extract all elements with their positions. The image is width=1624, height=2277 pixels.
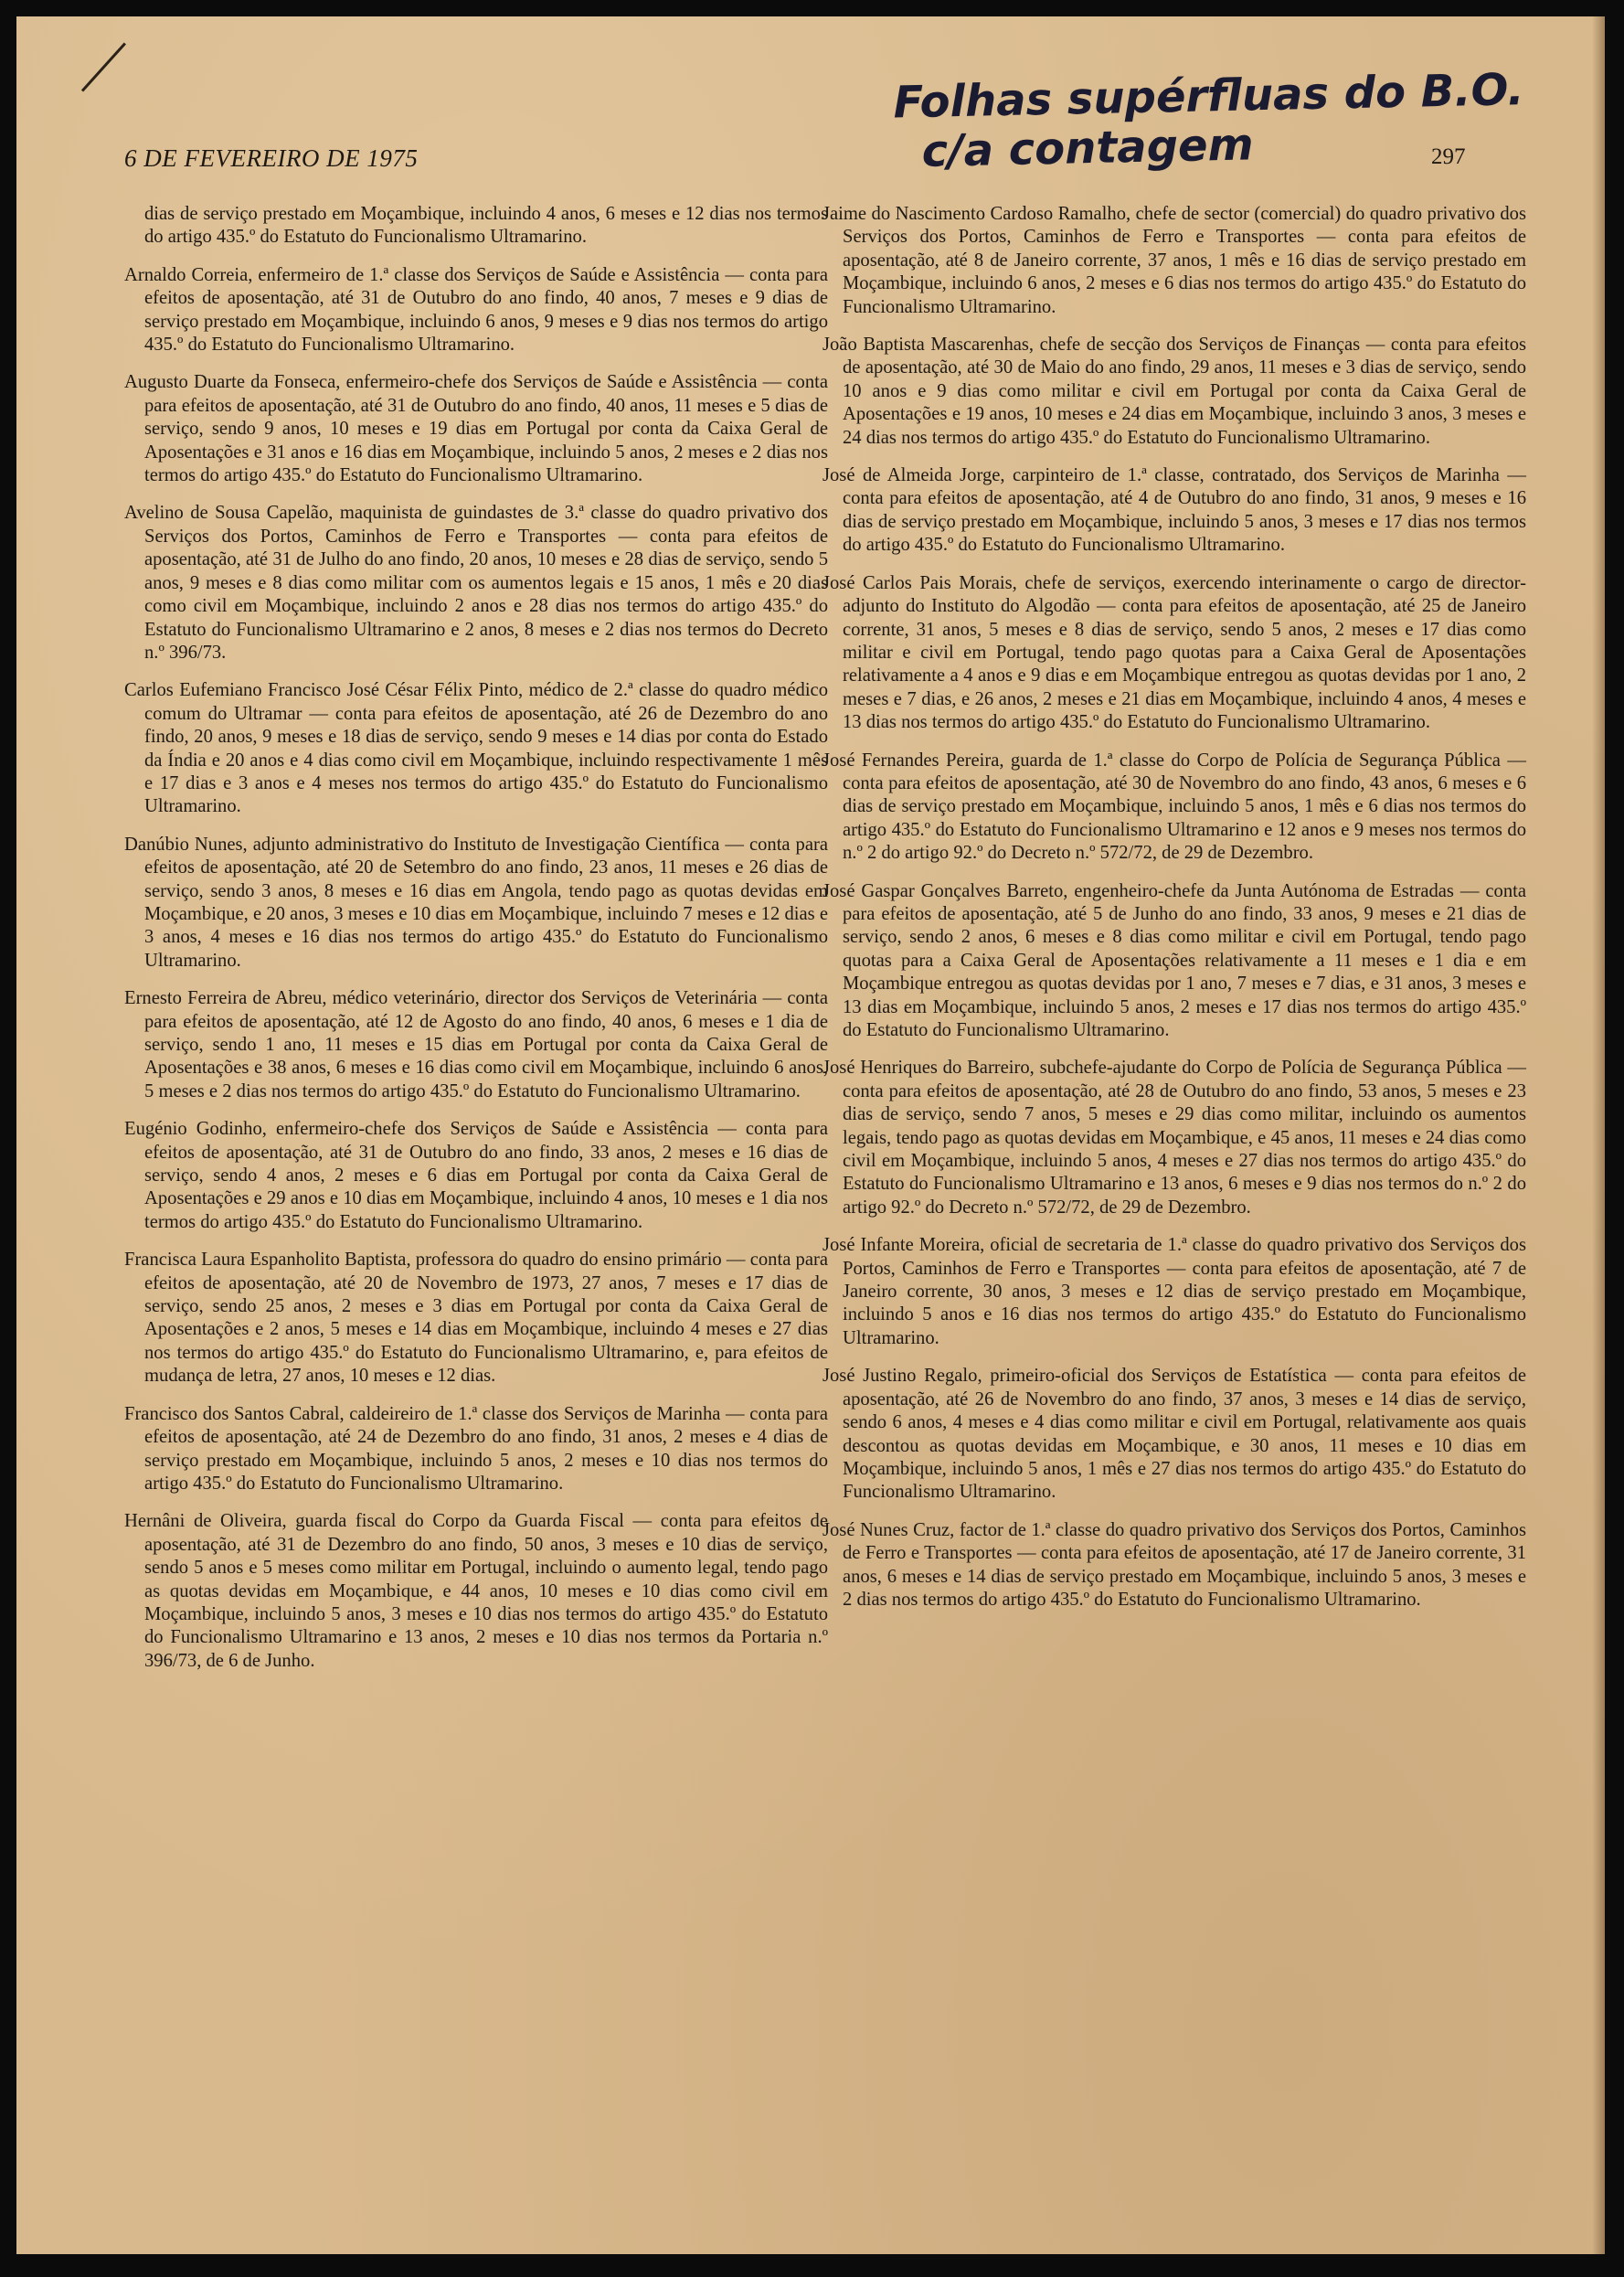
handwritten-line-1: Folhas supérfluas do B.O. xyxy=(892,64,1525,129)
entry: José Justino Regalo, primeiro-oficial dos Serviços de Estatística — conta para efeitos de aposentação, até 26 de Novembro do ano findo, 37 anos, 3 meses e 14 dias de serviço, sendo 6 anos, 4 meses e 4 dias como militar e civil em Portugal, relativamente aos quais descontou as quotas devidas em Moçambique, e 30 anos, 11 meses e 10 dias em Moçambique, incluindo 5 anos, 1 mês e 27 dias nos termos do artigo 435.º do Estatuto do Funcionalismo Ultramarino. xyxy=(823,1366,1526,1503)
left-column xyxy=(124,203,828,1687)
entry: José Fernandes Pereira, guarda de 1.ª classe do Corpo de Polícia de Segurança Pública — conta para efeitos de aposentação, até 30 de Novembro do ano findo, 43 anos, 6 meses e 6 dias de serviço prestado em Moçambique, incluindo 5 anos, 1 mês e 6 dias nos termos do artigo 435.º do Estatuto do Funcionalismo Ultramarino e 12 anos e 9 meses nos termos do n.º 2 do artigo 92.º do Decreto n.º 572/72, de 29 de Dezembro. xyxy=(823,750,1526,864)
entry: Jaime do Nascimento Cardoso Ramalho, chefe de sector (comercial) do quadro privativo dos Serviços dos Portos, Caminhos de Ferro e Transportes — conta para efeitos de aposentação, até 8 de Janeiro corrente, 37 anos, 1 mês e 16 dias de serviço prestado em Moçambique, incluindo 6 anos, 2 meses e 6 dias nos termos do artigo 435.º do Estatuto do Funcionalismo Ultramarino. xyxy=(823,204,1526,317)
entry: José de Almeida Jorge, carpinteiro de 1.ª classe, contratado, dos Serviços de Marinha — conta para efeitos de aposentação, até 4 de Outubro do ano findo, 31 anos, 9 meses e 16 dias de serviço prestado em Moçambique, incluindo 5 anos, 3 meses e 17 dias nos termos do artigo 435.º do Estatuto do Funcionalismo Ultramarino. xyxy=(823,465,1526,556)
entry: Carlos Eufemiano Francisco José César Félix Pinto, médico de 2.ª classe do quadro médico comum do Ultramar — conta para efeitos de aposentação, até 26 de Dezembro do ano findo, 20 anos, 9 meses e 18 dias de serviço, sendo 9 meses e 14 dias por conta do Estado da Índia e 20 anos e 4 dias como civil em Moçambique, incluindo respectivamente 1 mês e 17 dias e 3 anos e 4 meses nos termos do artigo 435.º do Estatuto do Funcionalismo Ultramarino. xyxy=(124,680,828,817)
right-column xyxy=(823,203,1526,1626)
entry: Danúbio Nunes, adjunto administrativo do Instituto de Investigação Científica — conta para efeitos de aposentação, até 20 de Setembro do ano findo, 23 anos, 11 meses e 26 dias de serviço, sendo 3 anos, 8 meses e 16 dias em Angola, tendo pago as quotas devidas em Moçambique, e 20 anos, 3 meses e 10 dias em Moçambique, incluindo 7 meses e 12 dias e 3 anos, 4 meses e 16 dias nos termos do artigo 435.º do Estatuto do Funcionalismo Ultramarino. xyxy=(124,834,828,971)
page-edge-shadow xyxy=(1592,16,1605,2254)
entry: José Nunes Cruz, factor de 1.ª classe do quadro privativo dos Serviços dos Portos, Caminhos de Ferro e Transportes — conta para efeitos de aposentação, até 17 de Janeiro corrente, 31 anos, 6 meses e 14 dias de serviço prestado em Moçambique, incluindo 5 anos, 3 meses e 2 dias nos termos do artigo 435.º do Estatuto do Funcionalismo Ultramarino. xyxy=(823,1519,1526,1610)
entry: Augusto Duarte da Fonseca, enfermeiro-chefe dos Serviços de Saúde e Assistência — conta para efeitos de aposentação, até 31 de Outubro do ano findo, 40 anos, 11 meses e 5 dias de serviço, sendo 9 anos, 10 meses e 19 dias em Portugal por conta da Caixa Geral de Aposentações e 31 anos e 16 dias em Moçambique, incluindo 5 anos, 2 meses e 2 dias nos termos do artigo 435.º do Estatuto do Funcionalismo Ultramarino. xyxy=(124,372,828,486)
entry: João Baptista Mascarenhas, chefe de secção dos Serviços de Finanças — conta para efeitos de aposentação, até 30 de Maio do ano findo, 29 anos, 11 meses e 3 dias de serviço, sendo 10 anos e 9 dias como militar e civil em Portugal por conta da Caixa Geral de Aposentações e 19 anos, 10 meses e 24 dias em Moçambique, incluindo 3 anos, 3 meses e 24 dias nos termos do artigo 435.º do Estatuto do Funcionalismo Ultramarino. xyxy=(823,335,1526,448)
entry: Eugénio Godinho, enfermeiro-chefe dos Serviços de Saúde e Assistência — conta para efeitos de aposentação, até 31 de Outubro do ano findo, 33 anos, 2 meses e 16 dias de serviço, sendo 4 anos, 2 meses e 6 dias em Portugal por conta da Caixa Geral de Aposentações e 29 anos e 10 dias em Moçambique, incluindo 4 anos, 10 meses e 1 dia nos termos do artigo 435.º do Estatuto do Funcionalismo Ultramarino. xyxy=(124,1119,828,1232)
entry: dias de serviço prestado em Moçambique, incluindo 4 anos, 6 meses e 12 dias nos termos do artigo 435.º do Estatuto do Funcionalismo Ultramarino. xyxy=(144,204,828,248)
entry: Arnaldo Correia, enfermeiro de 1.ª classe dos Serviços de Saúde e Assistência — conta para efeitos de aposentação, até 31 de Outubro do ano findo, 40 anos, 7 meses e 9 dias de serviço prestado em Moçambique, incluindo 6 anos, 9 meses e 9 dias nos termos do artigo 435.º do Estatuto do Funcionalismo Ultramarino. xyxy=(124,264,828,356)
entry: Ernesto Ferreira de Abreu, médico veterinário, director dos Serviços de Veterinária — conta para efeitos de aposentação, até 12 de Agosto do ano findo, 40 anos, 6 meses e 1 dia de serviço, sendo 1 ano, 11 meses e 15 dias em Portugal por conta da Caixa Geral de Aposentações e 38 anos, 6 meses e 16 dias como civil em Moçambique, incluindo 6 anos, 5 meses e 2 dias nos termos do artigo 435.º do Estatuto do Funcionalismo Ultramarino. xyxy=(124,988,828,1101)
pen-mark xyxy=(81,42,126,91)
entry: Francisco dos Santos Cabral, caldeireiro de 1.ª classe dos Serviços de Marinha — conta para efeitos de aposentação, até 24 de Dezembro do ano findo, 31 anos, 2 meses e 4 dias de serviço prestado em Moçambique, incluindo 5 anos, 2 meses e 10 dias nos termos do artigo 435.º do Estatuto do Funcionalismo Ultramarino. xyxy=(124,1403,828,1494)
entry: José Henriques do Barreiro, subchefe-ajudante do Corpo de Polícia de Segurança Pública — conta para efeitos de aposentação, até 28 de Outubro do ano findo, 53 anos, 5 meses e 23 dias de serviço, sendo 7 anos, 5 meses e 29 dias como militar, incluindo os aumentos legais, tendo pago as quotas devidas em Moçambique, e 45 anos, 11 meses e 24 dias como civil em Moçambique, incluindo 5 anos, 4 meses e 27 dias nos termos do artigo 435.º do Estatuto do Funcionalismo Ultramarino e 13 anos, 6 meses e 9 dias nos termos do n.º 2 do artigo 92.º do Decreto n.º 572/72, de 29 de Dezembro. xyxy=(823,1058,1526,1218)
document-page xyxy=(16,16,1605,2254)
entry: Hernâni de Oliveira, guarda fiscal do Corpo da Guarda Fiscal — conta para efeitos de aposentação, até 31 de Dezembro do ano findo, 50 anos, 3 meses e 10 dias de serviço, sendo 5 anos e 5 meses como militar em Portugal, incluindo o aumento legal, tendo pago as quotas devidas em Moçambique, e 44 anos, 10 meses e 10 dias como civil em Moçambique, incluindo 5 anos, 3 meses e 10 dias nos termos do artigo 435.º do Estatuto do Funcionalismo Ultramarino e 13 anos, 2 meses e 10 dias nos termos da Portaria n.º 396/73, de 6 de Junho. xyxy=(124,1511,828,1671)
handwritten-note xyxy=(893,64,1553,176)
entry: Francisca Laura Espanholito Baptista, professora do quadro do ensino primário — conta para efeitos de aposentação, até 20 de Novembro de 1973, 27 anos, 7 meses e 17 dias de serviço, sendo 25 anos, 2 meses e 3 dias em Portugal por conta da Caixa Geral de Aposentações e 2 anos, 5 meses e 14 dias em Moçambique, incluindo 4 meses e 27 dias nos termos do artigo 435.º do Estatuto do Funcionalismo Ultramarino, e, para efeitos de mudança de letra, 27 anos, 10 meses e 12 dias. xyxy=(124,1250,828,1387)
entry: José Carlos Pais Morais, chefe de serviços, exercendo interinamente o cargo de director-adjunto do Instituto do Algodão — conta para efeitos de aposentação, até 25 de Janeiro corrente, 31 anos, 5 meses e 8 dias de serviço, sendo 5 anos, 2 meses e 17 dias como militar e civil em Portugal, tendo pago quotas para a Caixa Geral de Aposentações relativamente a 4 anos e 9 dias e em Moçambique entregou as quotas devidas por 1 ano, 2 meses e 7 dias, e 26 anos, 2 meses e 21 dias em Moçambique, incluindo 4 anos, 4 meses e 13 dias nos termos do artigo 435.º do Estatuto do Funcionalismo Ultramarino. xyxy=(823,572,1526,733)
entry: José Gaspar Gonçalves Barreto, engenheiro-chefe da Junta Autónoma de Estradas — conta para efeitos de aposentação, até 5 de Junho do ano findo, 33 anos, 9 meses e 21 dias de serviço, sendo 2 anos, 6 meses e 8 dias como militar e civil em Portugal, tendo pago quotas para a Caixa Geral de Aposentações relativamente a 11 meses e 1 dia e em Moçambique entregou as quotas devidas por 1 ano, 7 meses e 7 dias, e 31 anos, 3 meses e 13 dias em Moçambique, incluindo 5 anos, 2 meses e 17 dias nos termos do artigo 435.º do Estatuto do Funcionalismo Ultramarino. xyxy=(823,880,1526,1040)
page-number: 297 xyxy=(1431,144,1466,169)
entry: José Infante Moreira, oficial de secretaria de 1.ª classe do quadro privativo dos Serviços dos Portos, Caminhos de Ferro e Transportes — conta para efeitos de aposentação, até 7 de Janeiro corrente, 30 anos, 3 meses e 12 dias de serviço prestado em Moçambique, incluindo 5 anos e 16 dias nos termos do artigo 435.º do Estatuto do Funcionalismo Ultramarino. xyxy=(823,1235,1526,1348)
handwritten-line-2: c/a contagem xyxy=(921,119,1255,177)
header-date: 6 DE FEVEREIRO DE 1975 xyxy=(124,144,419,172)
entry: Avelino de Sousa Capelão, maquinista de guindastes de 3.ª classe do quadro privativo dos Serviços dos Portos, Caminhos de Ferro e Transportes — conta para efeitos de aposentação, até 31 de Julho do ano findo, 20 anos, 10 meses e 28 dias de serviço, sendo 5 anos, 9 meses e 8 dias como militar com os aumentos legais e 15 anos, 1 mês e 20 dias como civil em Moçambique, incluindo 2 anos e 28 dias nos termos do artigo 435.º do Estatuto do Funcionalismo Ultramarino e 2 anos, 8 meses e 2 dias nos termos do Decreto n.º 396/73. xyxy=(124,503,828,663)
